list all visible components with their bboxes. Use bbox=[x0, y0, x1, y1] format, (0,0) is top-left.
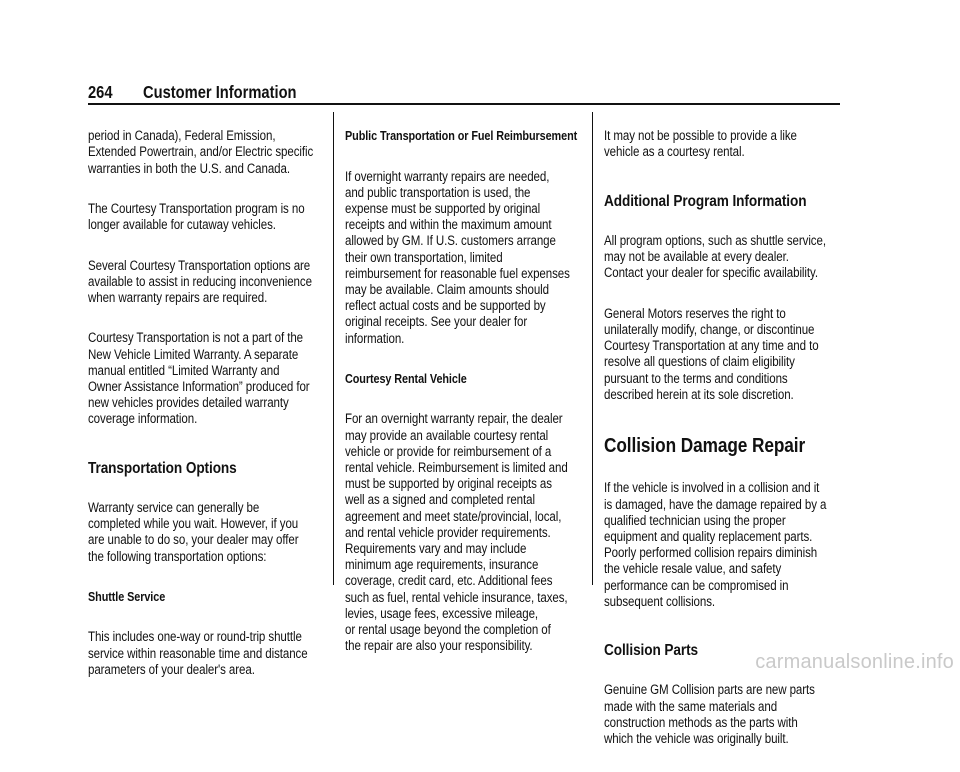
paragraph: Several Courtesy Transportation options are available to assist in reducing inconvenience when warranty repairs are required. bbox=[88, 257, 312, 306]
paragraph: General Motors reserves the right to unilaterally modify, change, or discontinue Courtesy Transportation at any time and to resolve all questions of claim eligibility pursuant to the terms and conditions described herein at its sole discretion. bbox=[604, 305, 819, 402]
column-2 bbox=[345, 112, 595, 679]
paragraph: This includes one-way or round-trip shuttle service within reasonable time and distance parameters of your dealer's area. bbox=[88, 629, 308, 677]
section-heading-additional-program-information: Additional Program Information bbox=[604, 192, 807, 210]
section-heading-collision-damage-repair: Collision Damage Repair bbox=[604, 435, 806, 458]
page-title: Customer Information bbox=[143, 82, 297, 102]
section-heading-collision-parts: Collision Parts bbox=[604, 642, 699, 660]
paragraph: The Courtesy Transportation program is no longer available for cutaway vehicles. bbox=[88, 201, 305, 233]
watermark: carmanualsonline.info bbox=[755, 651, 954, 673]
column-1 bbox=[88, 112, 338, 702]
paragraph: It may not be possible to provide a like vehicle as a courtesy rental. bbox=[604, 128, 797, 160]
paragraph: If overnight warranty repairs are needed, and public transportation is used, the expense must be supported by original receipts and within the maximum amount allowed by GM. If U.S. customers arrange their own transportation, limited reimbursement for reasonable fuel expenses may be available. Claim amounts should reflect actual costs and be supported by original receipts. See your dealer for information. bbox=[345, 168, 570, 346]
paragraph: For an overnight warranty repair, the dealer may provide an available courtesy rental vehicle or provide for reimbursement of a rental vehicle. Reimbursement is limited and must be supported by original receipts as well as a signed and completed rental agreement and meet state/provincial, local, and rental vehicle provider requirements. Requirements vary and may include minimum age requirements, insurance coverage, credit card, etc. Additional fees such as fuel, rental vehicle insurance, taxes, levies, usage fees, excessive mileage, or rental usage beyond the completion of the repair are also your responsibility. bbox=[345, 411, 568, 654]
paragraph: Warranty service can generally be completed while you wait. However, if you are unable to do so, your dealer may offer the following transportation options: bbox=[88, 500, 299, 564]
paragraph: If the vehicle is involved in a collision and it is damaged, have the damage repaired by a qualified technician using the proper equipment and quality replacement parts. Poorly performed collision repairs diminish the vehicle resale value, and safety performance can be compromised in subsequent collisions. bbox=[604, 480, 827, 609]
paragraph: period in Canada), Federal Emission, Extended Powertrain, and/or Electric specific warranties in both the U.S. and Canada. bbox=[88, 128, 314, 176]
header-rule bbox=[88, 103, 840, 105]
paragraph: Courtesy Transportation is not a part of the New Vehicle Limited Warranty. A separate manual entitled “Limited Warranty and Owner Assistance Information” produced for new vehicles provides detailed warranty coverage information. bbox=[88, 330, 310, 427]
page-number: 264 bbox=[88, 82, 113, 102]
section-heading-transportation-options: Transportation Options bbox=[88, 459, 237, 477]
subheading-public-transportation: Public Transportation or Fuel Reimbursement bbox=[345, 129, 578, 144]
paragraph: All program options, such as shuttle service, may not be available at every dealer. Contact your dealer for specific availability. bbox=[604, 233, 826, 281]
subheading-courtesy-rental: Courtesy Rental Vehicle bbox=[345, 372, 467, 387]
subheading-shuttle-service: Shuttle Service bbox=[88, 590, 166, 605]
paragraph: Genuine GM Collision parts are new parts made with the same materials and construction methods as the parts with which the vehicle was originally built. bbox=[604, 682, 815, 747]
